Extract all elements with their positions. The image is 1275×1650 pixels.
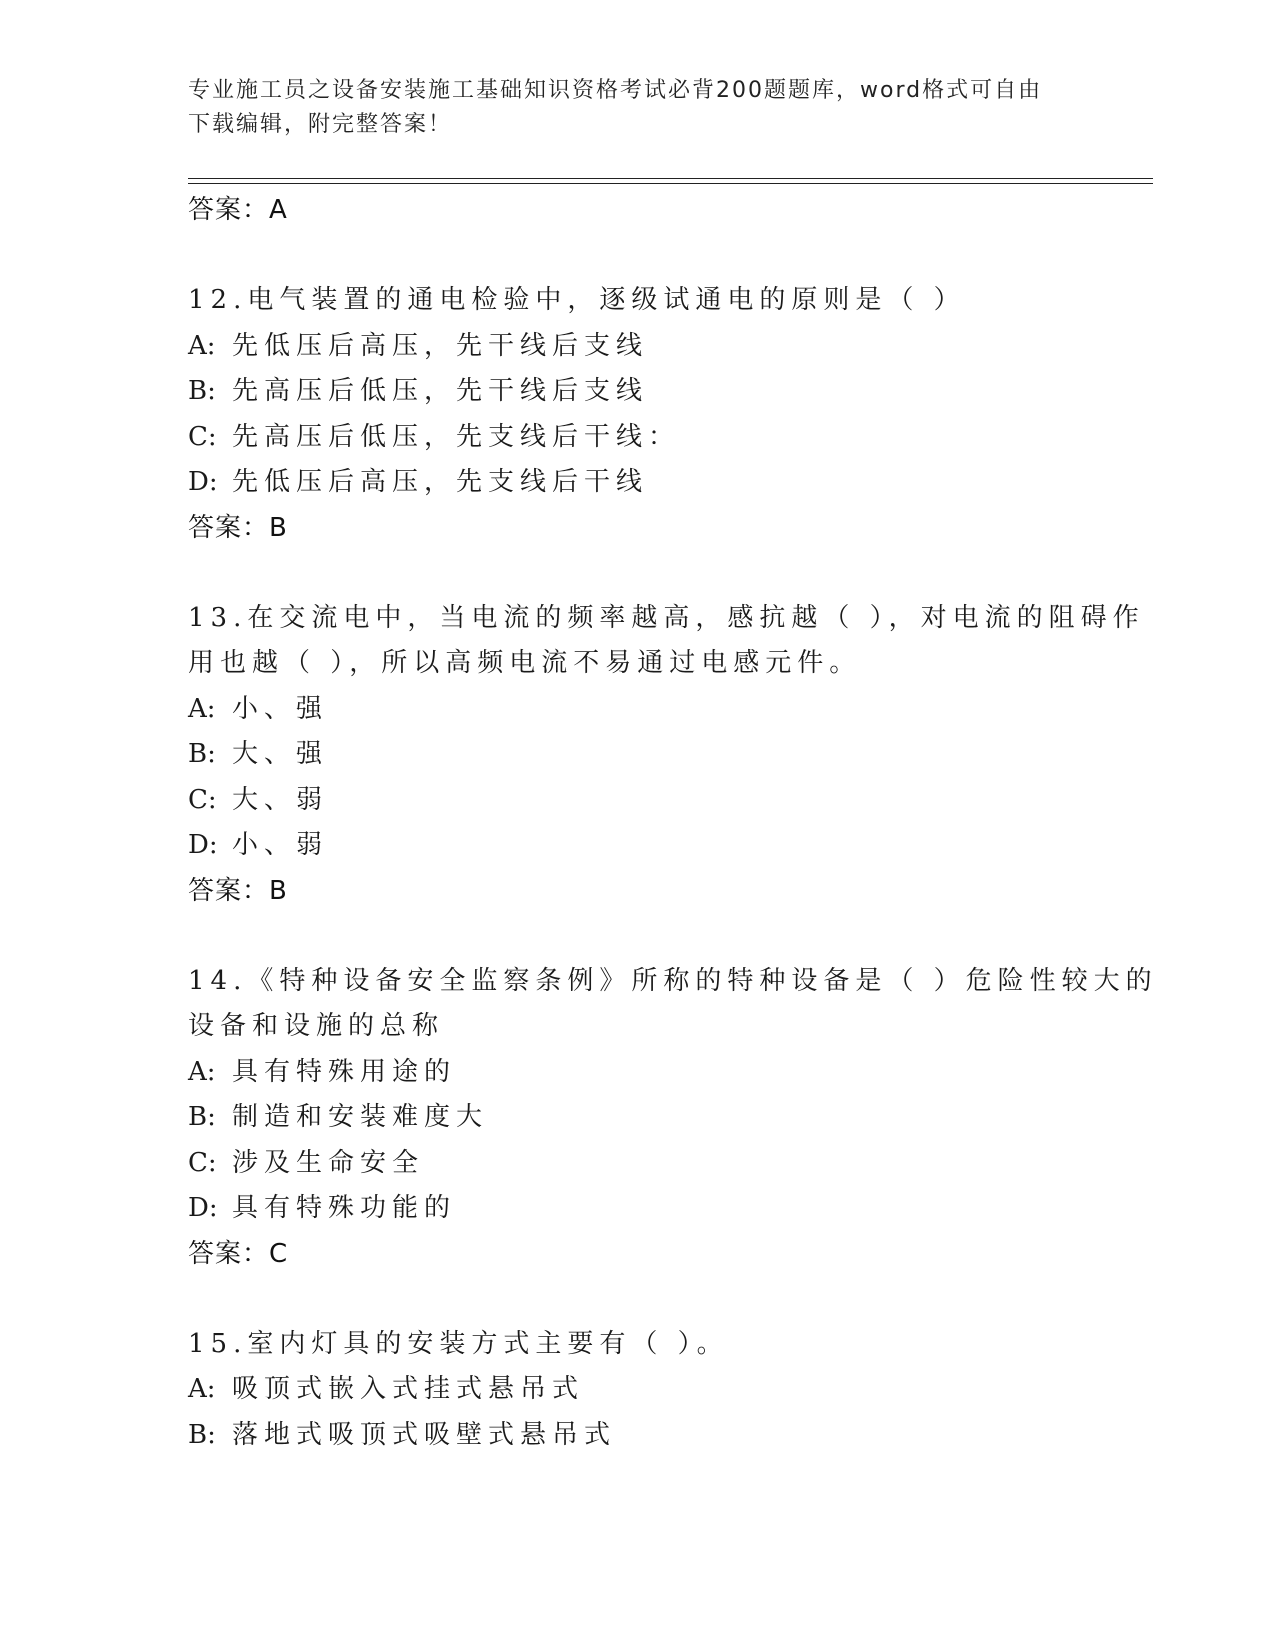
option-a [188,324,1088,370]
option-letter: C: [188,1147,217,1178]
option-c [188,778,1088,824]
option-a [188,1367,1088,1413]
option-letter: B: [188,1419,216,1450]
option-letter: A: [188,1056,216,1087]
header-line-1: 专业施工员之设备安装施工基础知识资格考试必背200题题库，word格式可自由 [188,78,1043,103]
option-c [188,415,1088,461]
question-block [188,959,1158,1277]
option-letter: D: [188,1193,218,1223]
question-stem: 15.室内灯具的安装方式主要有（ ）。 [188,1328,729,1359]
option-letter: A: [188,693,216,724]
option-b [188,1413,1088,1459]
option-text: 小、弱 [232,830,329,860]
option-d [188,1186,1088,1232]
option-letter: D: [188,830,218,860]
option-d [188,460,1088,506]
option-d [188,823,1088,869]
option-text: 涉及生命安全 [232,1147,425,1178]
spacer [188,914,1088,959]
option-text: 具有特殊功能的 [232,1193,457,1223]
option-text: 先低压后高压，先支线后干线 [232,467,649,497]
question-stem-continued: 用也越（ ），所以高频电流不易通过电感元件。 [188,648,862,678]
question-stem: 13.在交流电中，当电流的频率越高，感抗越（ ），对电流的阻碍作 [188,602,1145,633]
spacer [188,1277,1088,1322]
option-text: 先低压后高压，先干线后支线 [232,330,649,361]
option-text: 具有特殊用途的 [232,1056,457,1087]
spacer [188,233,1088,278]
document-header [188,74,1068,142]
option-letter: B: [188,739,216,769]
answer-line: 答案：B [188,512,288,543]
answer-line: 答案：B [188,875,288,906]
option-a [188,1050,1088,1096]
option-text: 小、强 [232,693,329,724]
option-letter: A: [188,1374,216,1404]
option-letter: B: [188,376,216,406]
option-text: 大、弱 [232,784,329,815]
option-text: 落地式吸顶式吸壁式悬吊式 [232,1419,617,1450]
question-block [188,596,1145,914]
option-b [188,732,1088,778]
option-text: 制造和安装难度大 [232,1102,489,1132]
question-block [188,278,1088,551]
header-divider-top [188,178,1153,179]
option-letter: A: [188,330,216,361]
spacer [188,551,1088,596]
previous-answer: 答案：A [188,195,288,225]
option-b [188,1095,1088,1141]
option-text: 先高压后低压，先干线后支线 [232,376,649,406]
option-c [188,1141,1088,1187]
option-text: 大、强 [232,739,329,769]
question-stem-continued: 设备和设施的总称 [188,1011,445,1041]
question-block [188,1322,1088,1459]
question-stem: 12.电气装置的通电检验中，逐级试通电的原则是（ ） [188,285,966,315]
option-letter: C: [188,784,217,815]
question-list [188,188,1158,1458]
question-stem: 14.《特种设备安全监察条例》所称的特种设备是（ ）危险性较大的 [188,965,1158,996]
option-a [188,687,1088,733]
option-text: 先高压后低压，先支线后干线： [232,421,681,452]
option-letter: C: [188,421,217,452]
header-divider-bottom [188,183,1153,184]
option-b [188,369,1088,415]
option-letter: B: [188,1102,216,1132]
option-text: 吸顶式嵌入式挂式悬吊式 [232,1374,585,1404]
answer-line: 答案：C [188,1238,289,1269]
header-line-2: 下载编辑，附完整答案！ [188,112,453,137]
option-letter: D: [188,467,218,497]
